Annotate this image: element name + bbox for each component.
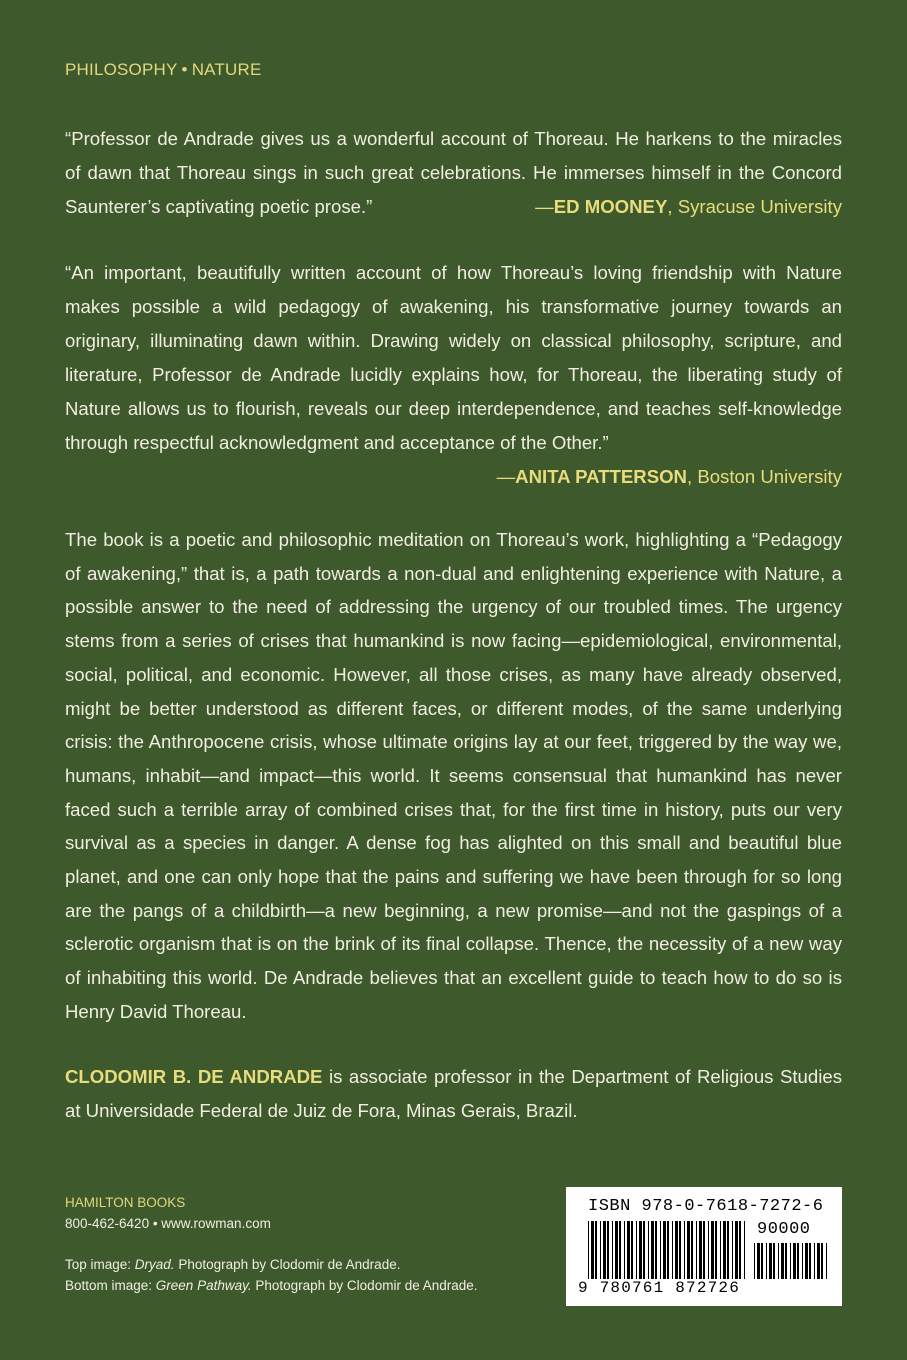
barcode-bar (773, 1243, 775, 1279)
barcode-bar (672, 1221, 673, 1279)
barcode-bar (720, 1221, 721, 1279)
barcode-bar (684, 1221, 685, 1279)
barcode-bar (679, 1221, 681, 1279)
barcode-bar (667, 1221, 669, 1279)
quote-attribution (497, 460, 842, 494)
barcode-bar (703, 1221, 705, 1279)
barcode-bar (778, 1243, 779, 1279)
endorser-name: ED MOONEY (553, 196, 668, 217)
barcode-bar (715, 1221, 717, 1279)
isbn-number: ISBN 978-0-7618-7272-6 (588, 1197, 824, 1216)
barcode-bar (757, 1243, 760, 1279)
barcode-bar (727, 1221, 729, 1279)
barcode-bar (826, 1243, 827, 1279)
barcode-bar (648, 1221, 649, 1279)
attribution-dash: — (496, 466, 516, 487)
barcode-bar (735, 1221, 738, 1279)
barcode-bar (591, 1221, 594, 1279)
author-bio (65, 1060, 842, 1128)
barcode-bar (699, 1221, 702, 1279)
barcode-bar (781, 1243, 784, 1279)
endorser-name: ANITA PATTERSON (515, 466, 687, 487)
endorsement-quote-2 (65, 256, 842, 494)
publisher-name: HAMILTON BOOKS (65, 1195, 186, 1210)
barcode-bar (708, 1221, 709, 1279)
endorsement-quote-1 (65, 122, 842, 224)
publisher-info (65, 1192, 271, 1234)
barcode-bar (769, 1243, 772, 1279)
author-name: CLODOMIR B. DE ANDRADE (65, 1066, 323, 1087)
barcode-bar (660, 1221, 661, 1279)
top-image-credit (65, 1254, 478, 1275)
quote-text: “Professor de Andrade gives us a wonderful account of Thoreau. He harkens to the miracles of dawn that Thoreau sings in such great celebrations. He immerses himself in the Concord Saunterer’s captivating poetic prose.” (65, 128, 842, 217)
image-credits (65, 1254, 478, 1296)
barcode-bar (793, 1243, 796, 1279)
barcode-bar (696, 1221, 697, 1279)
quote-attribution (535, 190, 842, 224)
credit-prefix: Top image: (65, 1257, 135, 1272)
price-code: 90000 (757, 1220, 811, 1239)
barcode-bar (754, 1243, 755, 1279)
attribution-dash: — (535, 196, 554, 217)
isbn-barcode (566, 1187, 842, 1306)
barcode-bar (802, 1243, 803, 1279)
barcode-bar (785, 1243, 787, 1279)
quote-text: “An important, beautifully written account of how Thoreau’s loving friendship with Nature makes possible a wild pedagogy of awakening, his transformative journey towards an originary, illuminating dawn within. Drawing widely on classical philosophy, scripture, and literature, Professor de Andrade lucidly explains how, for Thoreau, the liberating study of Nature allows us to flourish, reveals our deep interdependence, and teaches self-knowledge through respectful acknowledgment and acceptance of the Other.” (65, 262, 842, 453)
barcode-bar (809, 1243, 811, 1279)
barcode-bar (739, 1221, 741, 1279)
barcode-bar (643, 1221, 645, 1279)
barcode-bar (612, 1221, 613, 1279)
barcode-bar (595, 1221, 597, 1279)
book-description: The book is a poetic and philosophic meditation on Thoreau’s work, highlighting a “Pedagogy of awakening,” that is, a path towards a non-dual and enlightening experience with Nature, a possible answer to the need of addressing the urgency of our troubled times. The urgency stems from a series of crises that humankind is now facing—epidemiological, environmental, social, political, and economic. However, all those crises, as many have already observed, might be better understood as different faces, or different modes, of the same underlying crisis: the Anthropocene crisis, whose ultimate origins lay at our feet, triggered by the way we, humans, inhabit—and impact—this world. It seems consensual that humankind has never faced such a terrible array of combined crises that, for the first time in history, puts our very survival as a species in danger. A dense fog has alighted on this small and beautiful blue planet, and one can only hope that the pains and suffering we have been through for so long are the pangs of a childbirth—a new beginning, a new promise—and not the gaspings of a sclerotic organism that is on the brink of its final collapse. Thence, the necessity of a new way of inhabiting this world. De Andrade believes that an excellent guide to teach how to do so is Henry David Thoreau. (65, 529, 842, 1022)
barcode-bar (732, 1221, 733, 1279)
barcode-bar (663, 1221, 666, 1279)
credit-suffix: Photograph by Clodomir de Andrade. (251, 1278, 478, 1293)
barcode-bar (615, 1221, 618, 1279)
credit-suffix: Photograph by Clodomir de Andrade. (174, 1257, 401, 1272)
credit-prefix: Bottom image: (65, 1278, 156, 1293)
barcode-bar (805, 1243, 808, 1279)
barcode-bar (766, 1243, 767, 1279)
publisher-contact: 800-462-6420 • www.rowman.com (65, 1216, 271, 1231)
bottom-image-credit (65, 1275, 478, 1296)
credit-title: Green Pathway. (155, 1278, 252, 1293)
category-label (65, 60, 262, 80)
author-bio-text: is associate professor in the Department of Religious Studies at Universidade Federal de Juiz de Fora, Minas Gerais, Brazil. (65, 1066, 842, 1121)
barcode-bar (723, 1221, 726, 1279)
barcode-bar (639, 1221, 642, 1279)
barcode-bar (821, 1243, 823, 1279)
barcode-bar (627, 1221, 630, 1279)
barcode-bar (631, 1221, 633, 1279)
barcode-bar (655, 1221, 657, 1279)
barcode-bar (675, 1221, 678, 1279)
category-philosophy: PHILOSOPHY (65, 60, 178, 79)
barcode-bar (588, 1221, 589, 1279)
barcode-bar (687, 1221, 690, 1279)
barcode-bar (814, 1243, 815, 1279)
ean-digits: 9 780761 872726 (578, 1279, 741, 1297)
barcode-bar (790, 1243, 791, 1279)
barcode-bar (711, 1221, 714, 1279)
barcode-bar (619, 1221, 621, 1279)
barcode-bar (607, 1221, 609, 1279)
credit-title: Dryad. (134, 1257, 175, 1272)
barcode-bar (744, 1221, 745, 1279)
barcode-bar (817, 1243, 820, 1279)
barcode-bar (624, 1221, 625, 1279)
endorser-institution: , Boston University (686, 466, 842, 487)
barcode-bar (600, 1221, 601, 1279)
category-separator: • (181, 60, 188, 79)
barcode-bar (797, 1243, 799, 1279)
barcode-bar (761, 1243, 763, 1279)
barcode-bar (691, 1221, 693, 1279)
barcode-bar (636, 1221, 637, 1279)
endorser-institution: , Syracuse University (667, 196, 842, 217)
category-nature: NATURE (191, 60, 262, 79)
barcode-bar (651, 1221, 654, 1279)
barcode-bar (603, 1221, 606, 1279)
